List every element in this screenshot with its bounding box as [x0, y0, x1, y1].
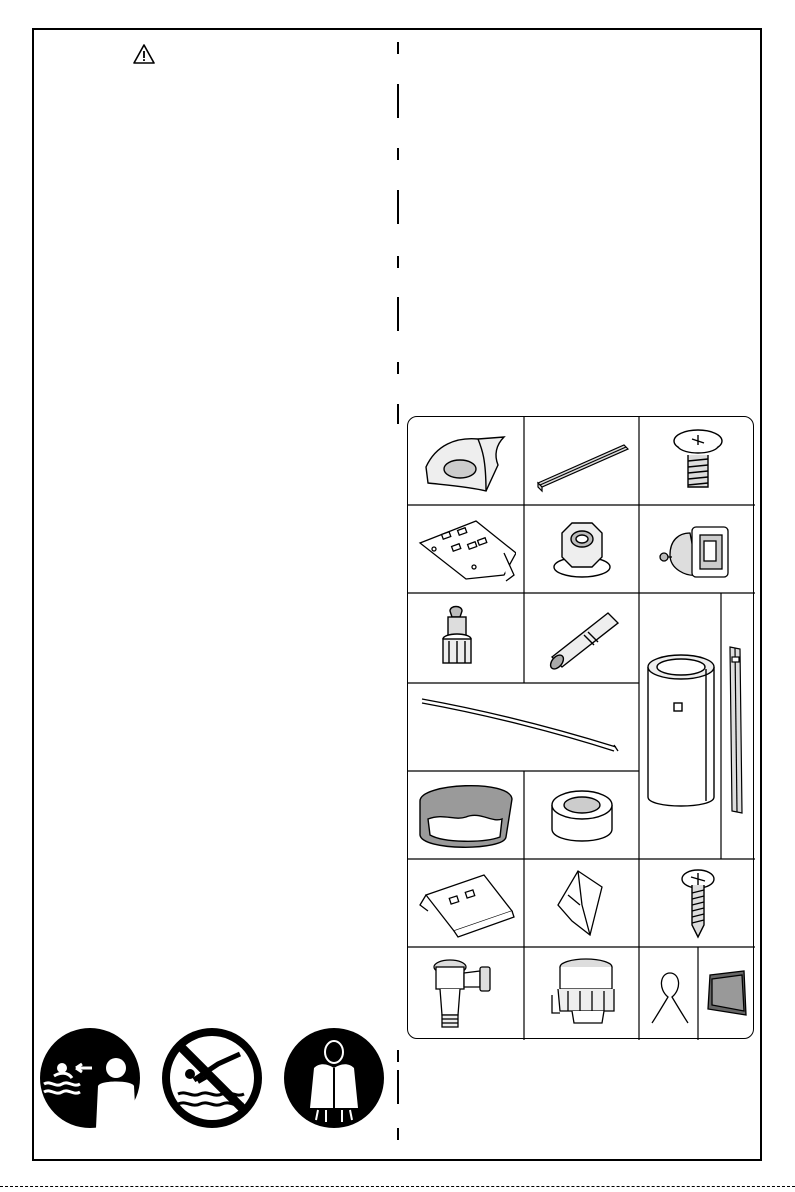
parts-list-panel	[407, 416, 754, 1039]
corner-clip-part	[532, 865, 632, 941]
drain-valve-part	[414, 953, 518, 1033]
hose-segment-part	[532, 601, 632, 675]
self-tapping-screw-part	[648, 865, 748, 941]
cap-cover-part	[416, 425, 516, 497]
screw-bolt-part	[648, 425, 748, 497]
sponge-pad-part	[414, 777, 518, 853]
motor-housing-part	[648, 513, 748, 585]
rail-strip-part	[532, 425, 632, 497]
cut-line	[0, 1186, 795, 1187]
no-diving-icon	[162, 1028, 262, 1128]
threaded-fitting-part	[532, 953, 632, 1033]
hex-nut-part	[532, 513, 632, 585]
warning-triangle-icon	[133, 44, 155, 64]
spring-clip-part	[646, 963, 694, 1029]
patch-piece-part	[704, 965, 750, 1025]
supervise-swimmers-icon	[40, 1028, 140, 1128]
hose-connector-part	[416, 601, 516, 675]
tape-roll-part	[532, 777, 632, 853]
vertical-post-part	[724, 645, 748, 817]
bracket-plate-part	[416, 513, 516, 585]
wear-life-vest-icon	[284, 1028, 384, 1128]
liner-roll-part	[646, 647, 716, 817]
curved-rod-part	[418, 689, 630, 765]
u-bracket-part	[414, 865, 518, 941]
